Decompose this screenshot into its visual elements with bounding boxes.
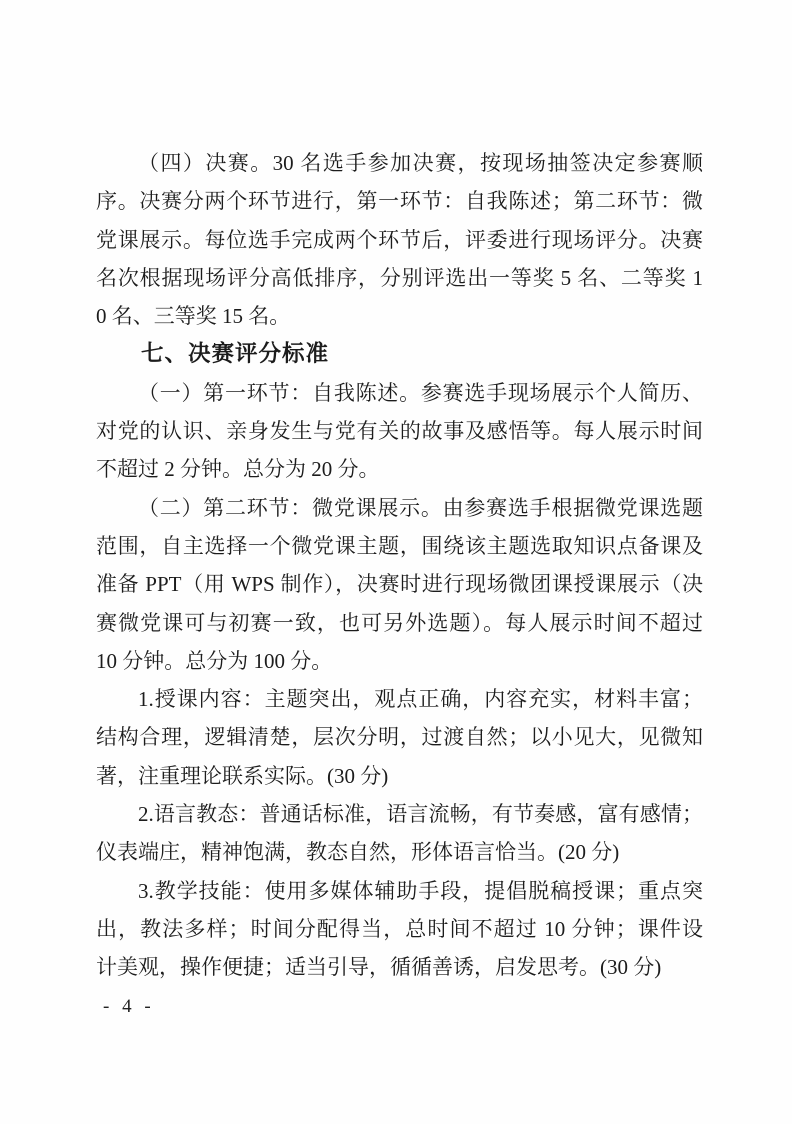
document-text-block (96, 144, 703, 987)
heading-line: 七、决赛评分标准 (141, 341, 330, 367)
text-line: 0 名、三等奖 15 名。 (96, 304, 291, 329)
paragraph-criterion-teaching (96, 872, 703, 987)
text-line: 党课展示。每位选手完成两个环节后，评委进行现场评分。决赛 (96, 227, 703, 252)
paragraph-criterion-language (96, 795, 703, 872)
text-line: （二）第二环节：微党课展示。由参赛选手根据微党课选题 (138, 495, 703, 520)
text-line: 准备 PPT（用 WPS 制作），决赛时进行现场微团课授课展示（决 (96, 572, 703, 597)
text-line: 著，注重理论联系实际。(30 分) (96, 763, 389, 788)
paragraph-stage-one (96, 374, 703, 489)
text-line: 10 分钟。总分为 100 分。 (96, 648, 333, 673)
text-line: （一）第一环节：自我陈述。参赛选手现场展示个人简历、 (138, 380, 703, 405)
paragraph-stage-two (96, 489, 703, 680)
text-line: 1.授课内容：主题突出，观点正确，内容充实，材料丰富； (138, 687, 703, 712)
text-line: 计美观，操作便捷；适当引导，循循善诱，启发思考。(30 分) (96, 955, 662, 980)
paragraph-finals (96, 144, 703, 335)
text-line: （四）决赛。30 名选手参加决赛，按现场抽签决定参赛顺 (138, 151, 703, 175)
text-line: 序。决赛分两个环节进行，第一环节：自我陈述；第二环节：微 (96, 189, 703, 214)
paragraph-criterion-content (96, 680, 703, 795)
text-line: 2.语言教态：普通话标准，语言流畅，有节奏感，富有感情； (138, 802, 703, 827)
text-line: 不超过 2 分钟。总分为 20 分。 (96, 457, 380, 482)
text-line: 范围，自主选择一个微党课主题，围绕该主题选取知识点备课及 (96, 533, 703, 558)
text-line: 出，教法多样；时间分配得当，总时间不超过 10 分钟；课件设 (96, 916, 703, 941)
text-line: 结构合理，逻辑清楚，层次分明，过渡自然；以小见大，见微知 (96, 725, 703, 750)
text-line: 仪表端庄，精神饱满，教态自然，形体语言恰当。(20 分) (96, 840, 620, 865)
text-line: 对党的认识、亲身发生与党有关的故事及感悟等。每人展示时间 (96, 419, 703, 444)
section-heading-scoring-standard (96, 335, 703, 373)
text-line: 赛微党课可与初赛一致，也可另外选题）。每人展示时间不超过 (96, 610, 703, 635)
page-number: - 4 - (103, 996, 155, 1017)
text-line: 3.教学技能：使用多媒体辅助手段，提倡脱稿授课；重点突 (138, 878, 703, 903)
text-line: 名次根据现场评分高低排序，分别评选出一等奖 5 名、二等奖 1 (96, 265, 703, 290)
